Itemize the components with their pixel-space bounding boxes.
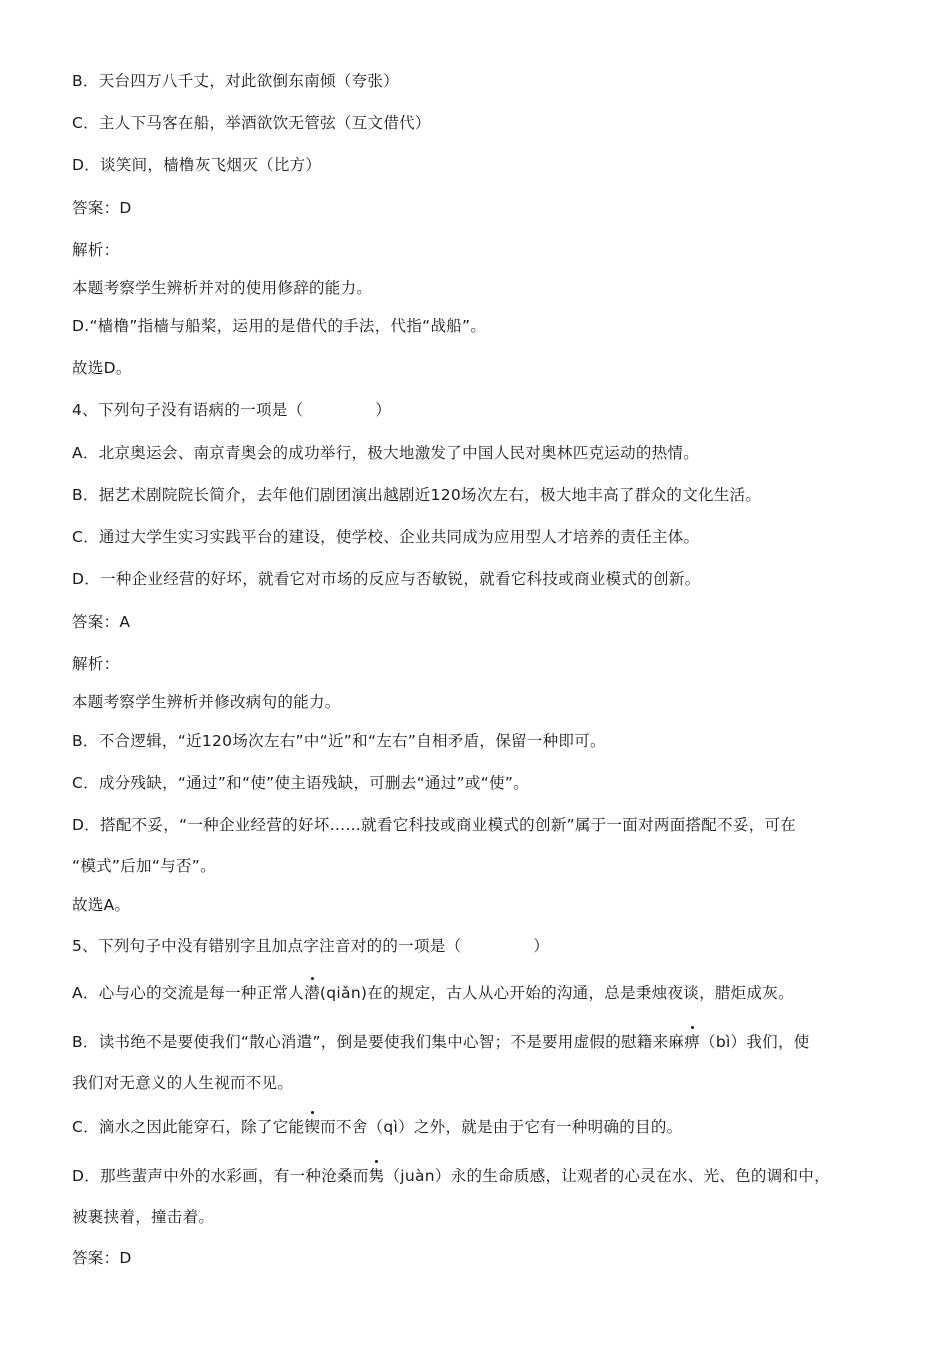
q4-analysis-intro: 本题考察学生辨析并修改病句的能力。	[72, 693, 341, 711]
q5-option-d	[72, 1165, 890, 1187]
q4-analysis-d-line1: D．搭配不妥，“一种企业经营的好坏……就看它科技或商业模式的创新”属于一面对两面搭配不妥，可在	[72, 816, 797, 834]
q5-option-b	[72, 1031, 890, 1053]
q3-analysis-intro: 本题考察学生辨析并对的使用修辞的能力。	[72, 279, 373, 297]
emphasis-dot-char: 痹	[684, 1033, 701, 1051]
q4-analysis-d-line2: “模式”后加“与否”。	[72, 857, 216, 875]
q4-analysis-label: 解析：	[72, 655, 120, 673]
q4-option-d: D．一种企业经营的好坏，就看它对市场的反应与否敏锐，就看它科技或商业模式的创新。	[72, 570, 701, 588]
q5-option-d-line2: 被裹挟着，撞击着。	[72, 1208, 215, 1226]
q3-conclusion: 故选D。	[72, 359, 132, 377]
emphasis-dot-char: 潜	[304, 984, 320, 1002]
q4-option-a: A．北京奥运会、南京青奥会的成功举行，极大地激发了中国人民对奥林匹克运动的热情。	[72, 444, 700, 462]
q3-option-c: C．主人下马客在船，举酒欲饮无管弦（互文借代）	[72, 114, 431, 132]
emphasis-dot-char: 锲	[304, 1118, 321, 1136]
q5-option-b-line2: 我们对无意义的人生视而不见。	[72, 1074, 294, 1092]
q5-option-a	[72, 982, 890, 1004]
emphasis-dot-char: 隽	[368, 1167, 385, 1185]
q5-option-d-text: D．那些蜚声中外的水彩画，有一种沧桑而	[72, 1167, 369, 1185]
q3-option-d: D．谈笑间，樯橹灰飞烟灭（比方）	[72, 156, 322, 174]
q4-analysis-c: C．成分残缺，“通过”和“使”使主语残缺，可删去“通过”或“使”。	[72, 774, 529, 792]
q5-option-d-text-rest: （juàn）永的生命质感，让观者的心灵在水、光、色的调和中，	[384, 1167, 830, 1185]
q5-option-a-text-rest: (qiǎn)在的规定，古人从心开始的沟通，总是秉烛夜谈，腊炬成灰。	[319, 984, 794, 1002]
q5-option-a-text: A．心与心的交流是每一种正常人	[72, 984, 305, 1002]
q5-option-b-text: B．读书绝不是要使我们“散心消遣”，倒是要使我们集中心智；不是要用虚假的慰籍来麻	[72, 1033, 685, 1051]
q3-analysis-d: D.“樯橹”指樯与船桨，运用的是借代的手法，代指“战船”。	[72, 317, 487, 335]
q4-analysis-b: B．不合逻辑，“近120场次左右”中“近”和“左右”自相矛盾，保留一种即可。	[72, 732, 606, 750]
q5-answer: 答案：D	[72, 1249, 132, 1267]
q4-answer: 答案：A	[72, 613, 131, 631]
q3-option-b: B．天台四万八千丈，对此欲倒东南倾（夸张）	[72, 72, 399, 90]
q5-option-c	[72, 1116, 890, 1138]
q3-analysis-label: 解析：	[72, 241, 120, 259]
q4-stem-text: 4、下列句子没有语病的一项是（	[72, 401, 304, 419]
q4-option-c: C．通过大学生实习实践平台的建设，使学校、企业共同成为应用型人才培养的责任主体。	[72, 528, 700, 546]
q4-conclusion: 故选A。	[72, 896, 131, 914]
q5-stem-text: 5、下列句子中没有错别字且加点字注音对的的一项是（	[72, 937, 462, 955]
q5-stem-close: ）	[533, 937, 550, 955]
q5-option-c-text-rest: 而不舍（qì）之外，就是由于它有一种明确的目的。	[320, 1118, 683, 1136]
q5-stem	[72, 935, 890, 957]
q5-option-c-text: C．滴水之因此能穿石，除了它能	[72, 1118, 305, 1136]
q5-option-b-text-rest: （bì）我们，使	[700, 1033, 810, 1051]
q4-stem	[72, 399, 890, 421]
q3-answer: 答案：D	[72, 199, 132, 217]
q4-stem-close: ）	[375, 401, 392, 419]
q4-option-b: B．据艺术剧院院长简介，去年他们剧团演出越剧近120场次左右，极大地丰高了群众的文化生活。	[72, 486, 762, 504]
